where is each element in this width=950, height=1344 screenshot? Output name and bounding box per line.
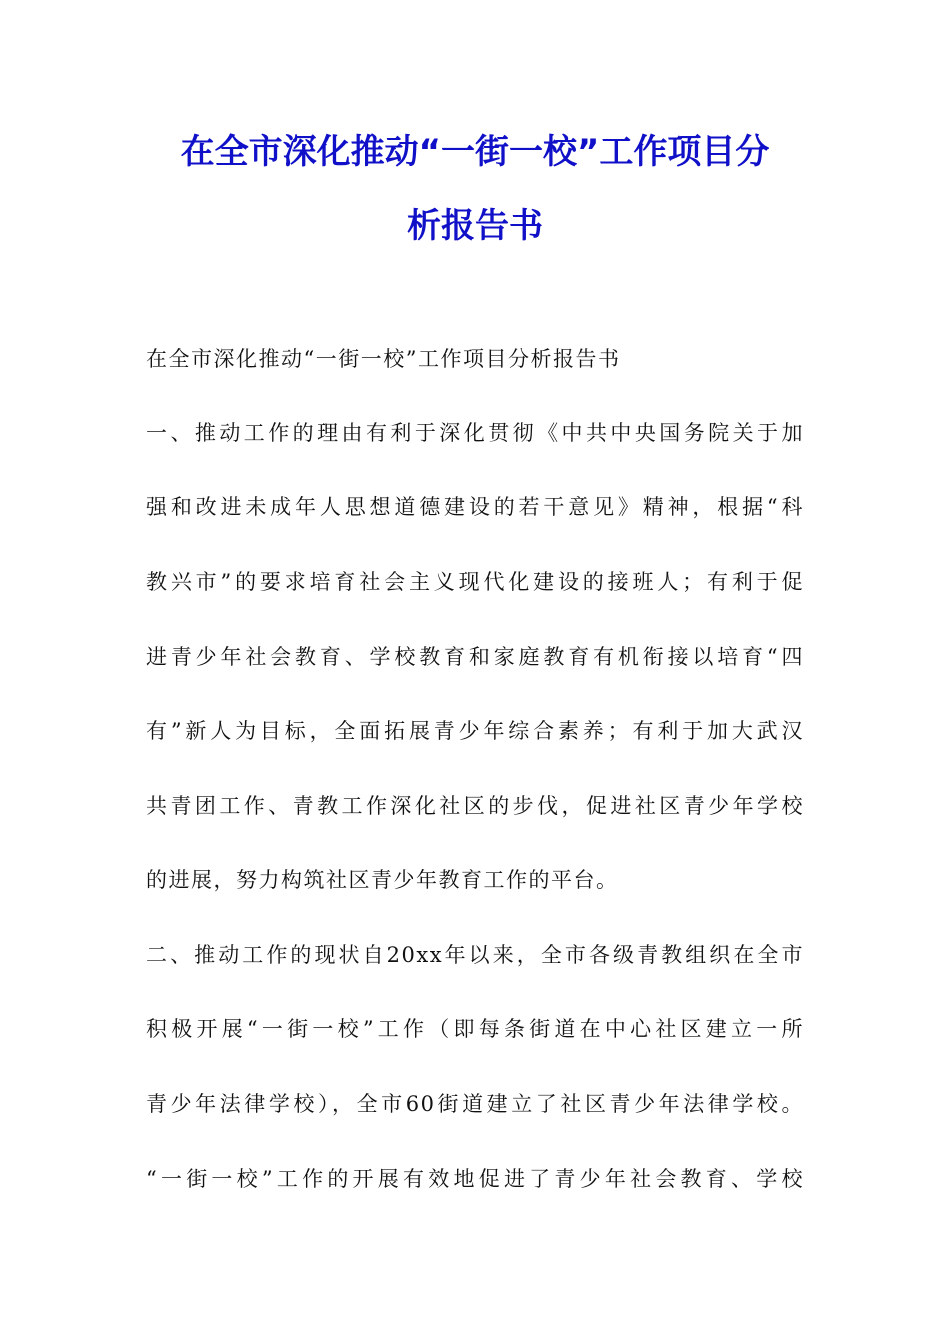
- body-line-8: 的进展，努力构筑社区青少年教育工作的平台。: [146, 868, 619, 892]
- body-line-5: 进青少年社会教育、学校教育和家庭教育有机衔接以培育“四: [146, 645, 804, 669]
- body-line-12: “一街一校”工作的开展有效地促进了青少年社会教育、学校: [146, 1167, 804, 1191]
- body-line-7: 共青团工作、青教工作深化社区的步伐，促进社区青少年学校: [146, 794, 804, 818]
- body-line-4: 教兴市”的要求培育社会主义现代化建设的接班人；有利于促: [146, 570, 804, 594]
- document-title-line-2: 析报告书: [407, 206, 543, 246]
- body-line-9: 二、推动工作的现状自20xx年以来，全市各级青教组织在全市: [146, 943, 804, 967]
- body-line-10: 积极开展“一街一校”工作（即每条街道在中心社区建立一所: [146, 1017, 804, 1041]
- body-line-6: 有”新人为目标，全面拓展青少年综合素养；有利于加大武汉: [146, 719, 804, 743]
- body-line-3: 强和改进未成年人思想道德建设的若干意见》精神，根据“科: [146, 495, 804, 519]
- body-line-11: 青少年法律学校），全市60街道建立了社区青少年法律学校。: [146, 1092, 804, 1116]
- body-line-2: 一、推动工作的理由有利于深化贯彻《中共中央国务院关于加: [146, 421, 804, 445]
- document-title-line-1: 在全市深化推动“一街一校”工作项目分: [180, 132, 770, 172]
- body-line-1: 在全市深化推动“一街一校”工作项目分析报告书: [146, 347, 621, 371]
